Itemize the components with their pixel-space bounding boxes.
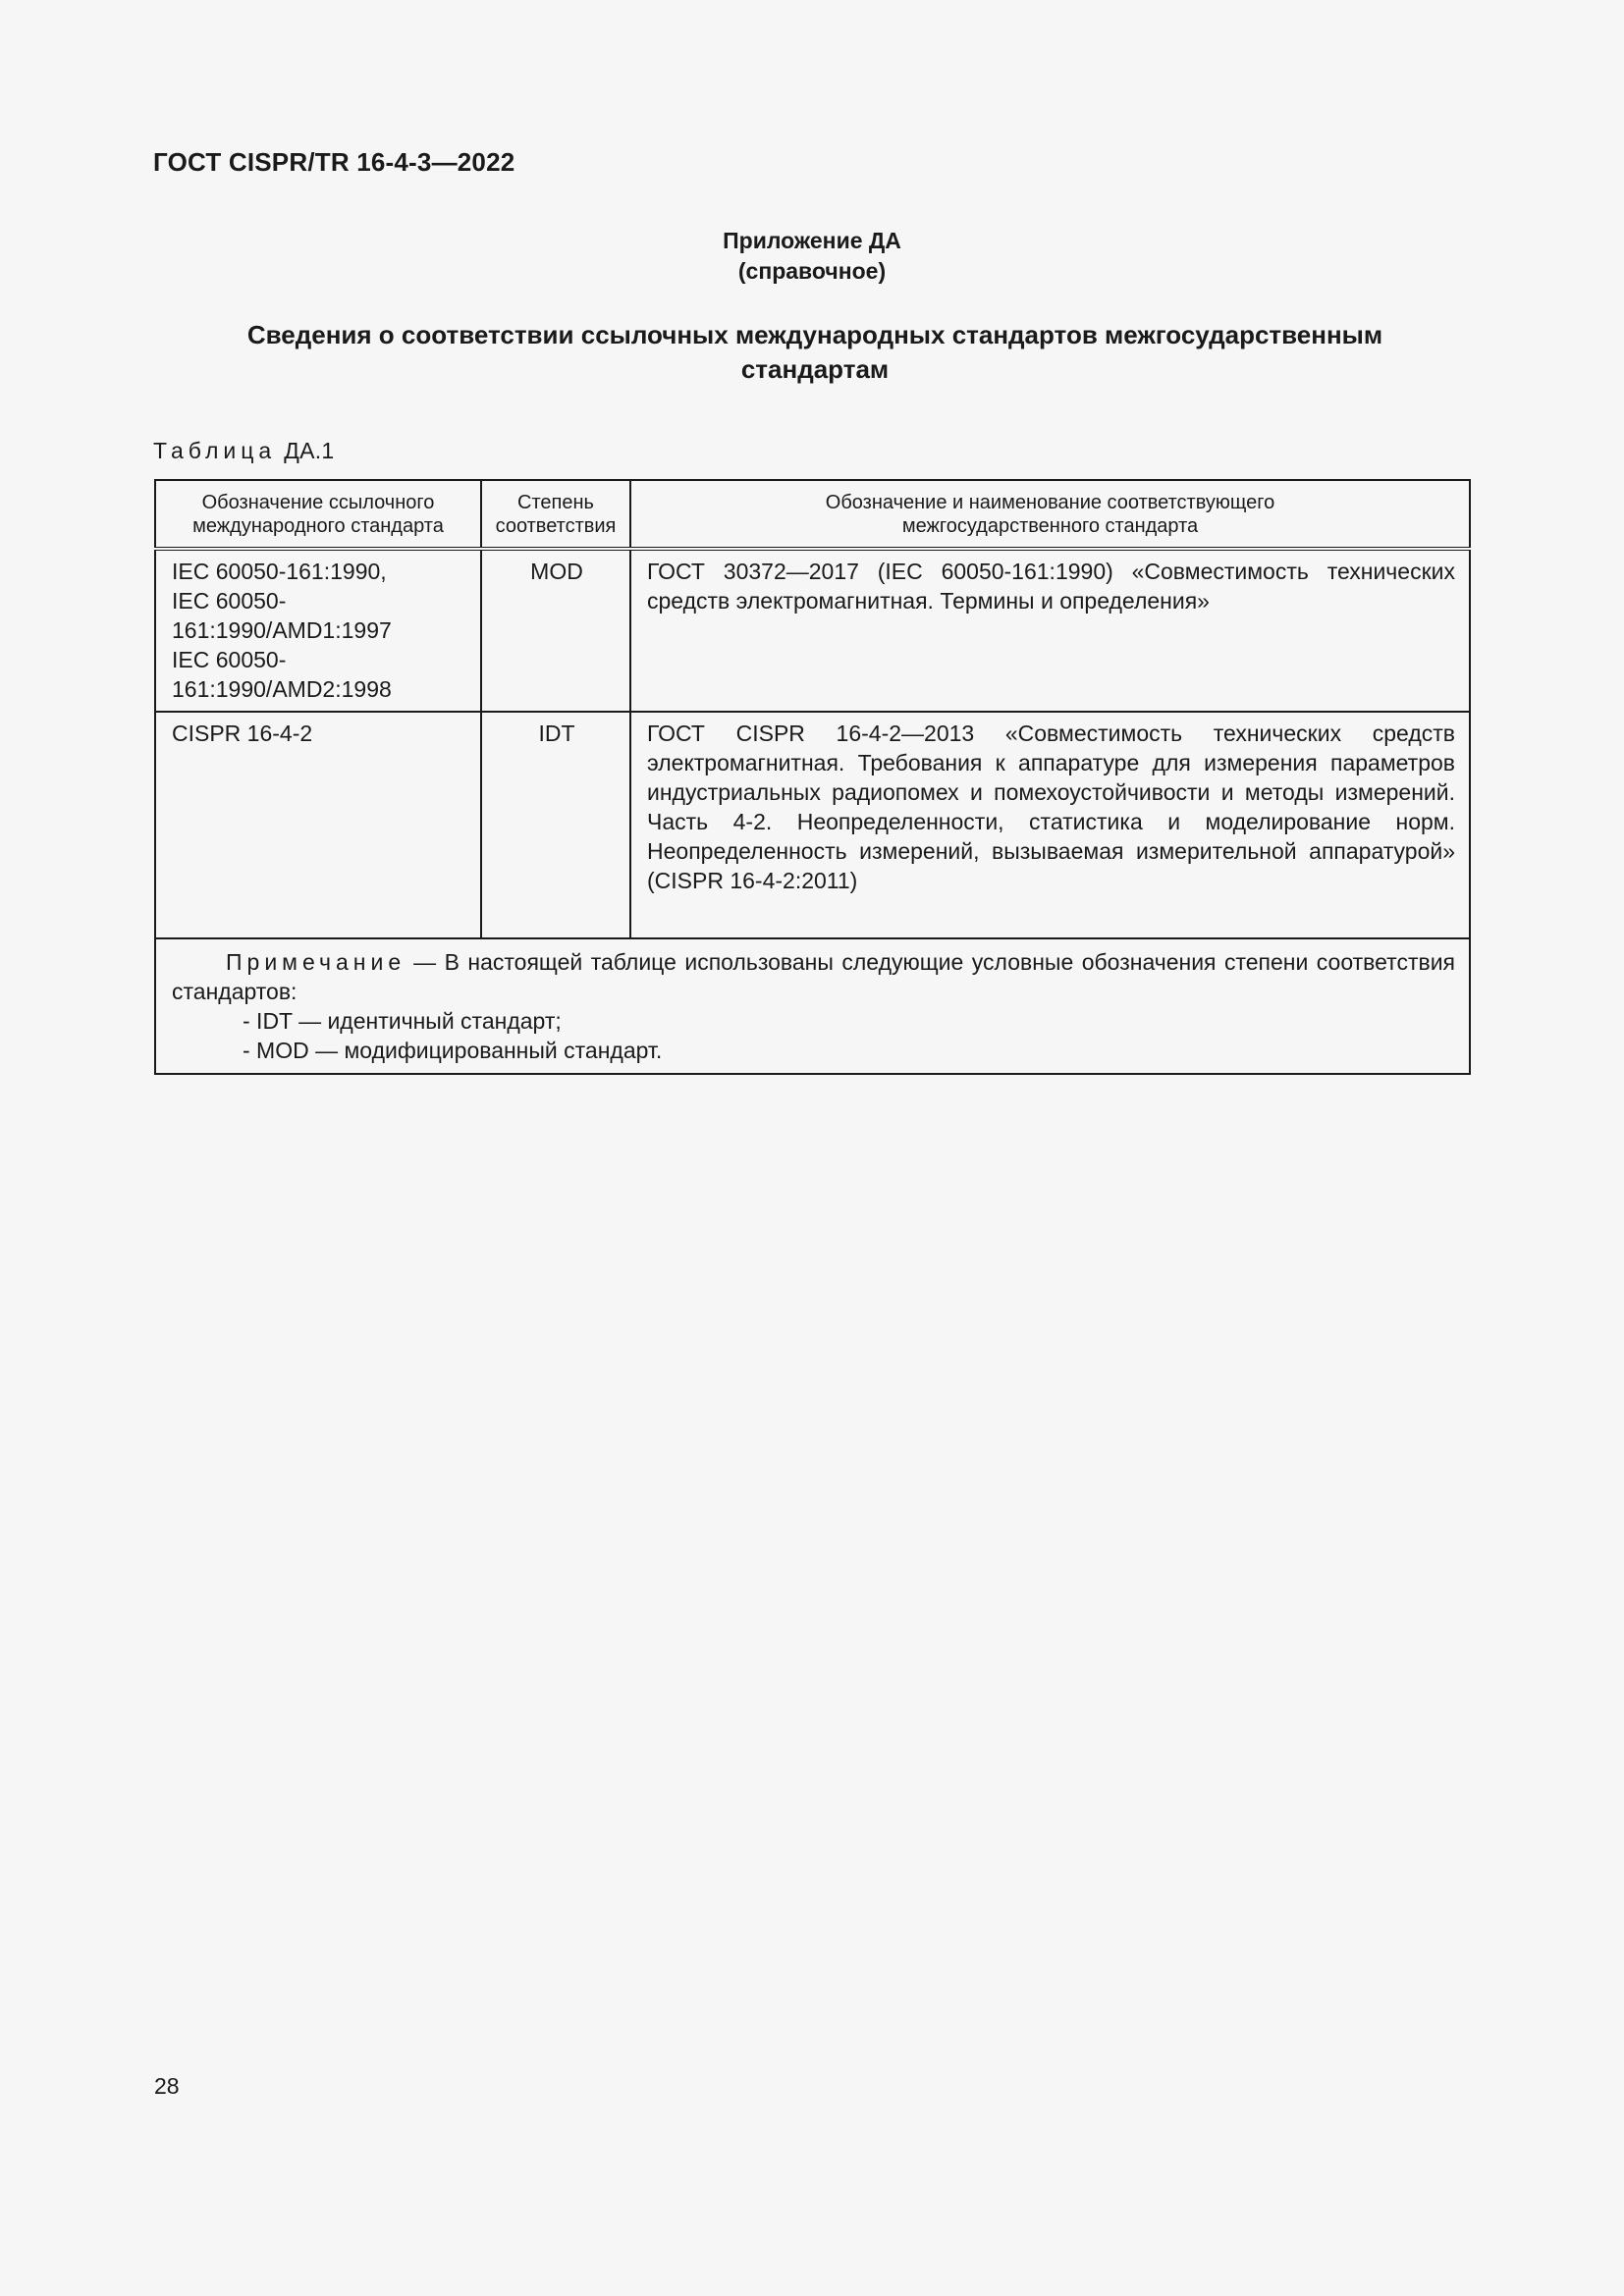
annex-heading-line1: Сведения о соответствии ссылочных международных стандартов межгосударственным [246, 320, 1383, 349]
annex-title: Приложение ДА [723, 228, 901, 253]
annex-heading-line2: стандартам [740, 354, 890, 384]
column-header-text: соответствия [495, 515, 617, 537]
standard-code: IEC 60050-161:1990/AMD1:1997 [172, 588, 392, 643]
column-header-text: Обозначение ссылочного [201, 492, 435, 513]
table-caption-number: ДА.1 [284, 438, 335, 463]
column-header-text: международного стандарта [192, 515, 444, 537]
column-header-text: Степень [517, 492, 594, 513]
note-text: — В настоящей таблице использованы следующие условные обозначения степени соответствия стандартов: [172, 949, 1455, 1004]
column-header-text: Обозначение и наименование соответствующего [825, 492, 1275, 513]
table-caption-label: Таблица [153, 438, 277, 463]
column-header-interstate [630, 480, 1470, 549]
correspondence-table [154, 479, 1471, 1075]
table-caption [153, 438, 335, 464]
column-header-degree [481, 480, 630, 549]
standard-code: CISPR 16-4-2 [172, 721, 313, 746]
annex-block [0, 226, 1624, 287]
annex-heading [177, 318, 1453, 387]
cell-interstate: ГОСТ 30372—2017 (IEC 60050-161:1990) «Совместимость технических средств электромагнитная. Термины и определения» [630, 549, 1470, 712]
table-note-row [155, 938, 1470, 1074]
annex-status: (справочное) [737, 258, 887, 284]
cell-interstate: ГОСТ CISPR 16-4-2—2013 «Совместимость технических средств электромагнитная. Требования к аппаратуре для измерения параметров индустриальных радиопомех и помехоустойчивости и методы измерений. Часть 4-2. Неопределенности, статистика и моделирование норм. Неопределенность измерений, вызываемая измерительной аппаратурой» (CISPR 16-4-2:2011) [630, 712, 1470, 938]
table-row [155, 712, 1470, 938]
note-label: Примечание [226, 949, 406, 975]
cell-international [155, 712, 481, 938]
column-header-international [155, 480, 481, 549]
column-header-text: межгосударственного стандарта [901, 515, 1199, 537]
table-header-row [155, 480, 1470, 549]
cell-degree: MOD [481, 549, 630, 712]
table-row [155, 549, 1470, 712]
document-code-header: ГОСТ CISPR/TR 16-4-3—2022 [153, 147, 515, 177]
table-note [155, 938, 1470, 1074]
note-item-mod: - MOD — модифицированный стандарт. [243, 1038, 663, 1063]
cell-international [155, 549, 481, 712]
standard-code: IEC 60050-161:1990, [172, 559, 387, 584]
page-number: 28 [154, 2073, 180, 2099]
standard-code: IEC 60050-161:1990/AMD2:1998 [172, 647, 392, 702]
cell-degree: IDT [481, 712, 630, 938]
note-item-idt: - IDT — идентичный стандарт; [243, 1008, 562, 1034]
note-paragraph [172, 947, 1455, 1006]
